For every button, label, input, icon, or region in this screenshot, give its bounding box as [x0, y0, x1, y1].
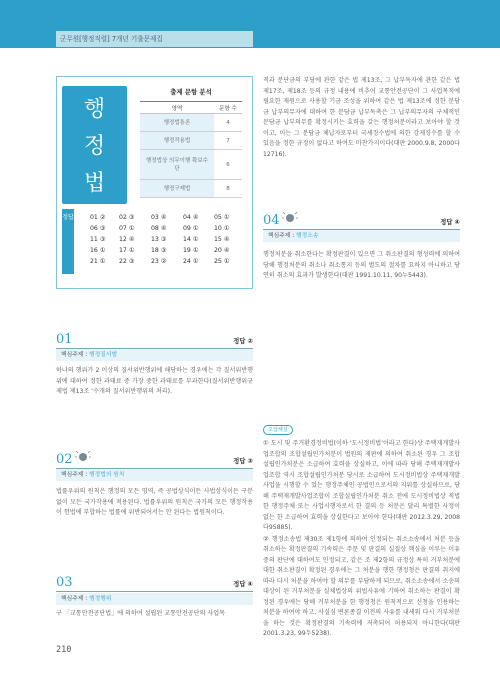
answer-cell: 03 ④: [151, 214, 167, 221]
question-04-text: 행정처분을 취소한다는 확정판결이 있으면 그 취소판결의 형성력에 의하여 당해 행정처분의 취소나 취소통지 등의 별도의 절차를 요하지 아니하고 당연히 취소의 효과가 발생한다(대판 1991.10.11, 90누5443).: [263, 251, 460, 279]
answer-cell: 01 ②: [90, 214, 106, 221]
item-text: 행정소송법 제30조 제1항에 의하여 인정되는 취소소송에서 처분 등을 취소하는 확정판결의 기속력은 주문 및 판결의 실질상 핵심을 이루는 이유 중의 판단에 대하여도 인정되고, 같은 조 제2항의 규정상 특히 거부처분에 대한 취소판결이 확정된 경우에는 그 처분을 행한 행정청은 판결의 취지에 따라 다시 처분을 하여야 할 의무를 부담하게 되므로, 취소소송에서 소송의 대상이 된 거부처분을 실체법상의 위법사유에 기하여 취소하는 판결이 확정된 경우에는 당해 거부처분을 한 행정청은 원칙적으로 신청을 인용하는 처분을 하여야 하고, 사실심 변론종결 이전의 사유를 내세워 다시 거부처분을 하는 것은 확정판결의 기속력에 저촉되어 허용되지 아니한다(대판 2001.3.23, 99두5238).: [263, 535, 460, 637]
question-04-header: [263, 213, 460, 231]
page-number: 210: [56, 645, 72, 655]
topic-value: 행정행위: [89, 596, 112, 602]
answer-cell: 10 ①: [214, 225, 230, 232]
answer-cell: 17 ①: [119, 247, 135, 254]
answer-cell: 11 ③: [90, 236, 106, 243]
question-01-header: [56, 332, 253, 350]
answer-cell: 20 ④: [214, 247, 230, 254]
answer-cell: 07 ①: [119, 225, 135, 232]
table-cell-area: 행정작용법: [140, 132, 214, 150]
answer-cell: 12 ④: [119, 236, 135, 243]
topic-bar: [263, 230, 460, 242]
divider: [56, 591, 253, 592]
answer-cell: 04 ④: [183, 214, 199, 221]
analysis-title: 출제 문항 분석: [170, 88, 212, 96]
question-01-text: 하나의 행위가 2 이상의 질서위반행위에 해당하는 경우에는 각 질서위반행위에 대하여 정한 과태료 중 가장 중한 과태료를 부과한다(질서위반행위규제법 제13조 ‘수개의 질서위반행위의 처리).: [56, 367, 253, 395]
lightbulb-icon: [282, 212, 298, 224]
item-marker: ②: [263, 534, 270, 543]
answer-cell: 08 ④: [151, 225, 167, 232]
topic-prefix: 핵심주제 :: [61, 596, 88, 602]
explanation-tag: 오답해설: [263, 425, 293, 435]
answer-cell: 05 ①: [214, 214, 230, 221]
question-03-continued-text: 적과 분단금의 부당에 관한 같은 법 제13조, 그 납부독자에 관한 같은 법 제17조, 제18조 등의 규정 내용에 비추어 교통안전공단이 그 사업목적에 필요한 재원으로 사용할 기금 조성을 위하여 같은 법 제13조에 정한 분담금 납부의무자에 대하여 한 분담금 납부독촉은 그 납부의무자의 구체적인 분담금 납부의무를 확정시키는 효력을 갖는 행정처분이라고 보아야 할 것이고, 이는 그 분담금 체납자로부터 국세징수법에 의한 강제징수를 할 수 있음을 정한 규정이 없다고 하여도 마찬가지이다(대판 2000.9.8, 2000다12716).: [263, 77, 460, 158]
answer-cell: 21 ①: [90, 258, 106, 265]
question-number: 02: [56, 452, 73, 467]
question-number: 01: [56, 332, 73, 347]
answer-cell: 15 ④: [214, 236, 230, 243]
item-marker: ①: [263, 439, 269, 447]
answer-cell: 09 ①: [183, 225, 199, 232]
topic-value: 행정소송: [296, 233, 319, 239]
table-header: 영역: [140, 102, 214, 114]
topic-prefix: 핵심주제 :: [61, 472, 88, 478]
explanation-item: [263, 438, 460, 534]
question-02-text: 법률우위의 원칙은 행정의 모든 영역, 즉 공법상식이든 사법상식이든 구분 없이 모든 국가작용에 적용된다. 법률우위의 원칙은 국가의 모든 행정작용이 헌법에 부합하는 법률에 위반되어서는 안 된다는 법원칙이다.: [56, 488, 253, 516]
answers-label: 정답: [62, 214, 74, 221]
subject-char: 행: [83, 97, 106, 122]
answer-cell: 18 ③: [151, 247, 167, 254]
answer-cell: 25 ①: [214, 258, 230, 265]
answer-cell: 22 ③: [119, 258, 135, 265]
question-03-text: 구 「교통안전공단법」에 의하여 설립된 교통안전공단의 사업목: [56, 610, 226, 617]
answer-cell: 16 ①: [90, 247, 106, 254]
question-number: 03: [56, 575, 73, 590]
explanation-item: [263, 534, 460, 640]
answer-cell: 06 ③: [90, 225, 106, 232]
answer-cell: 19 ①: [183, 247, 199, 254]
answer-cell: 02 ③: [119, 214, 135, 221]
table-cell-count: 8: [214, 180, 242, 198]
question-number: 04: [263, 213, 280, 228]
table-cell-area: 행정구제법: [140, 180, 214, 198]
table-header: 문항 수: [214, 102, 242, 114]
answers-tile: [62, 209, 74, 274]
topic-value: 행정법의 원칙: [89, 472, 125, 478]
item-text: 도시 및 주거환경정비법(이하 ‘도시정비법’이라고 한다)상 주택재개발사업조합의 조합설립인가처분이 법원의 재판에 의하여 취소된 경우 그 조합설립인가처분은 소급하여 효력을 상실하고, 이에 따라 당해 주택재개발사업조합 역시 조합설립인가처분 당시로 소급하여 도시정비법상 주택재개발사업을 시행할 수 있는 행정주체인 공법인으로서의 지위를 상실하므로, 당해 주택재개발사업조합이 조합설립인가처분 취소 전에 도시정비법상 적법한 행정주체 또는 사업시행자로서 한 결의 등 처분은 달리 특별한 사정이 없는 한 소급하여 효력을 상실한다고 보아야 한다(대판 2012.3.29, 2008다95885).: [263, 440, 461, 531]
answer-cell: 13 ③: [151, 236, 167, 243]
topic-bar: [56, 349, 253, 361]
topic-prefix: 핵심주제 :: [61, 352, 88, 358]
header-title: 군무원[행정직렬] 7개년 기출문제집: [60, 35, 163, 43]
question-02-header: [56, 452, 253, 470]
answer-cell: 23 ②: [151, 258, 167, 265]
question-03-header: [56, 575, 253, 593]
table-cell-area: 행정법상 의무이행 확보수단: [140, 150, 214, 180]
topic-prefix: 핵심주제 :: [268, 233, 295, 239]
subject-char: 정: [83, 134, 106, 159]
answer-label: 정답 ④: [440, 219, 460, 226]
lightbulb-icon: [75, 451, 91, 463]
subject-char: 법: [83, 171, 106, 196]
answer-cell: 24 ①: [183, 258, 199, 265]
answer-label: 정답 ②: [233, 338, 253, 345]
answer-label: 정답 ③: [233, 458, 253, 465]
topic-value: 행정질서벌: [89, 352, 118, 358]
table-cell-count: 6: [214, 150, 242, 180]
answer-label: 정답 ④: [233, 581, 253, 588]
topic-bar: [56, 469, 253, 481]
analysis-table: [140, 101, 242, 198]
table-cell-area: 행정법통론: [140, 114, 214, 132]
explanation-list: [263, 438, 460, 640]
topic-bar: [56, 593, 253, 605]
table-cell-count: 7: [214, 132, 242, 150]
subject-tile: [62, 86, 127, 204]
answer-cell: 14 ①: [183, 236, 199, 243]
table-cell-count: 4: [214, 114, 242, 132]
